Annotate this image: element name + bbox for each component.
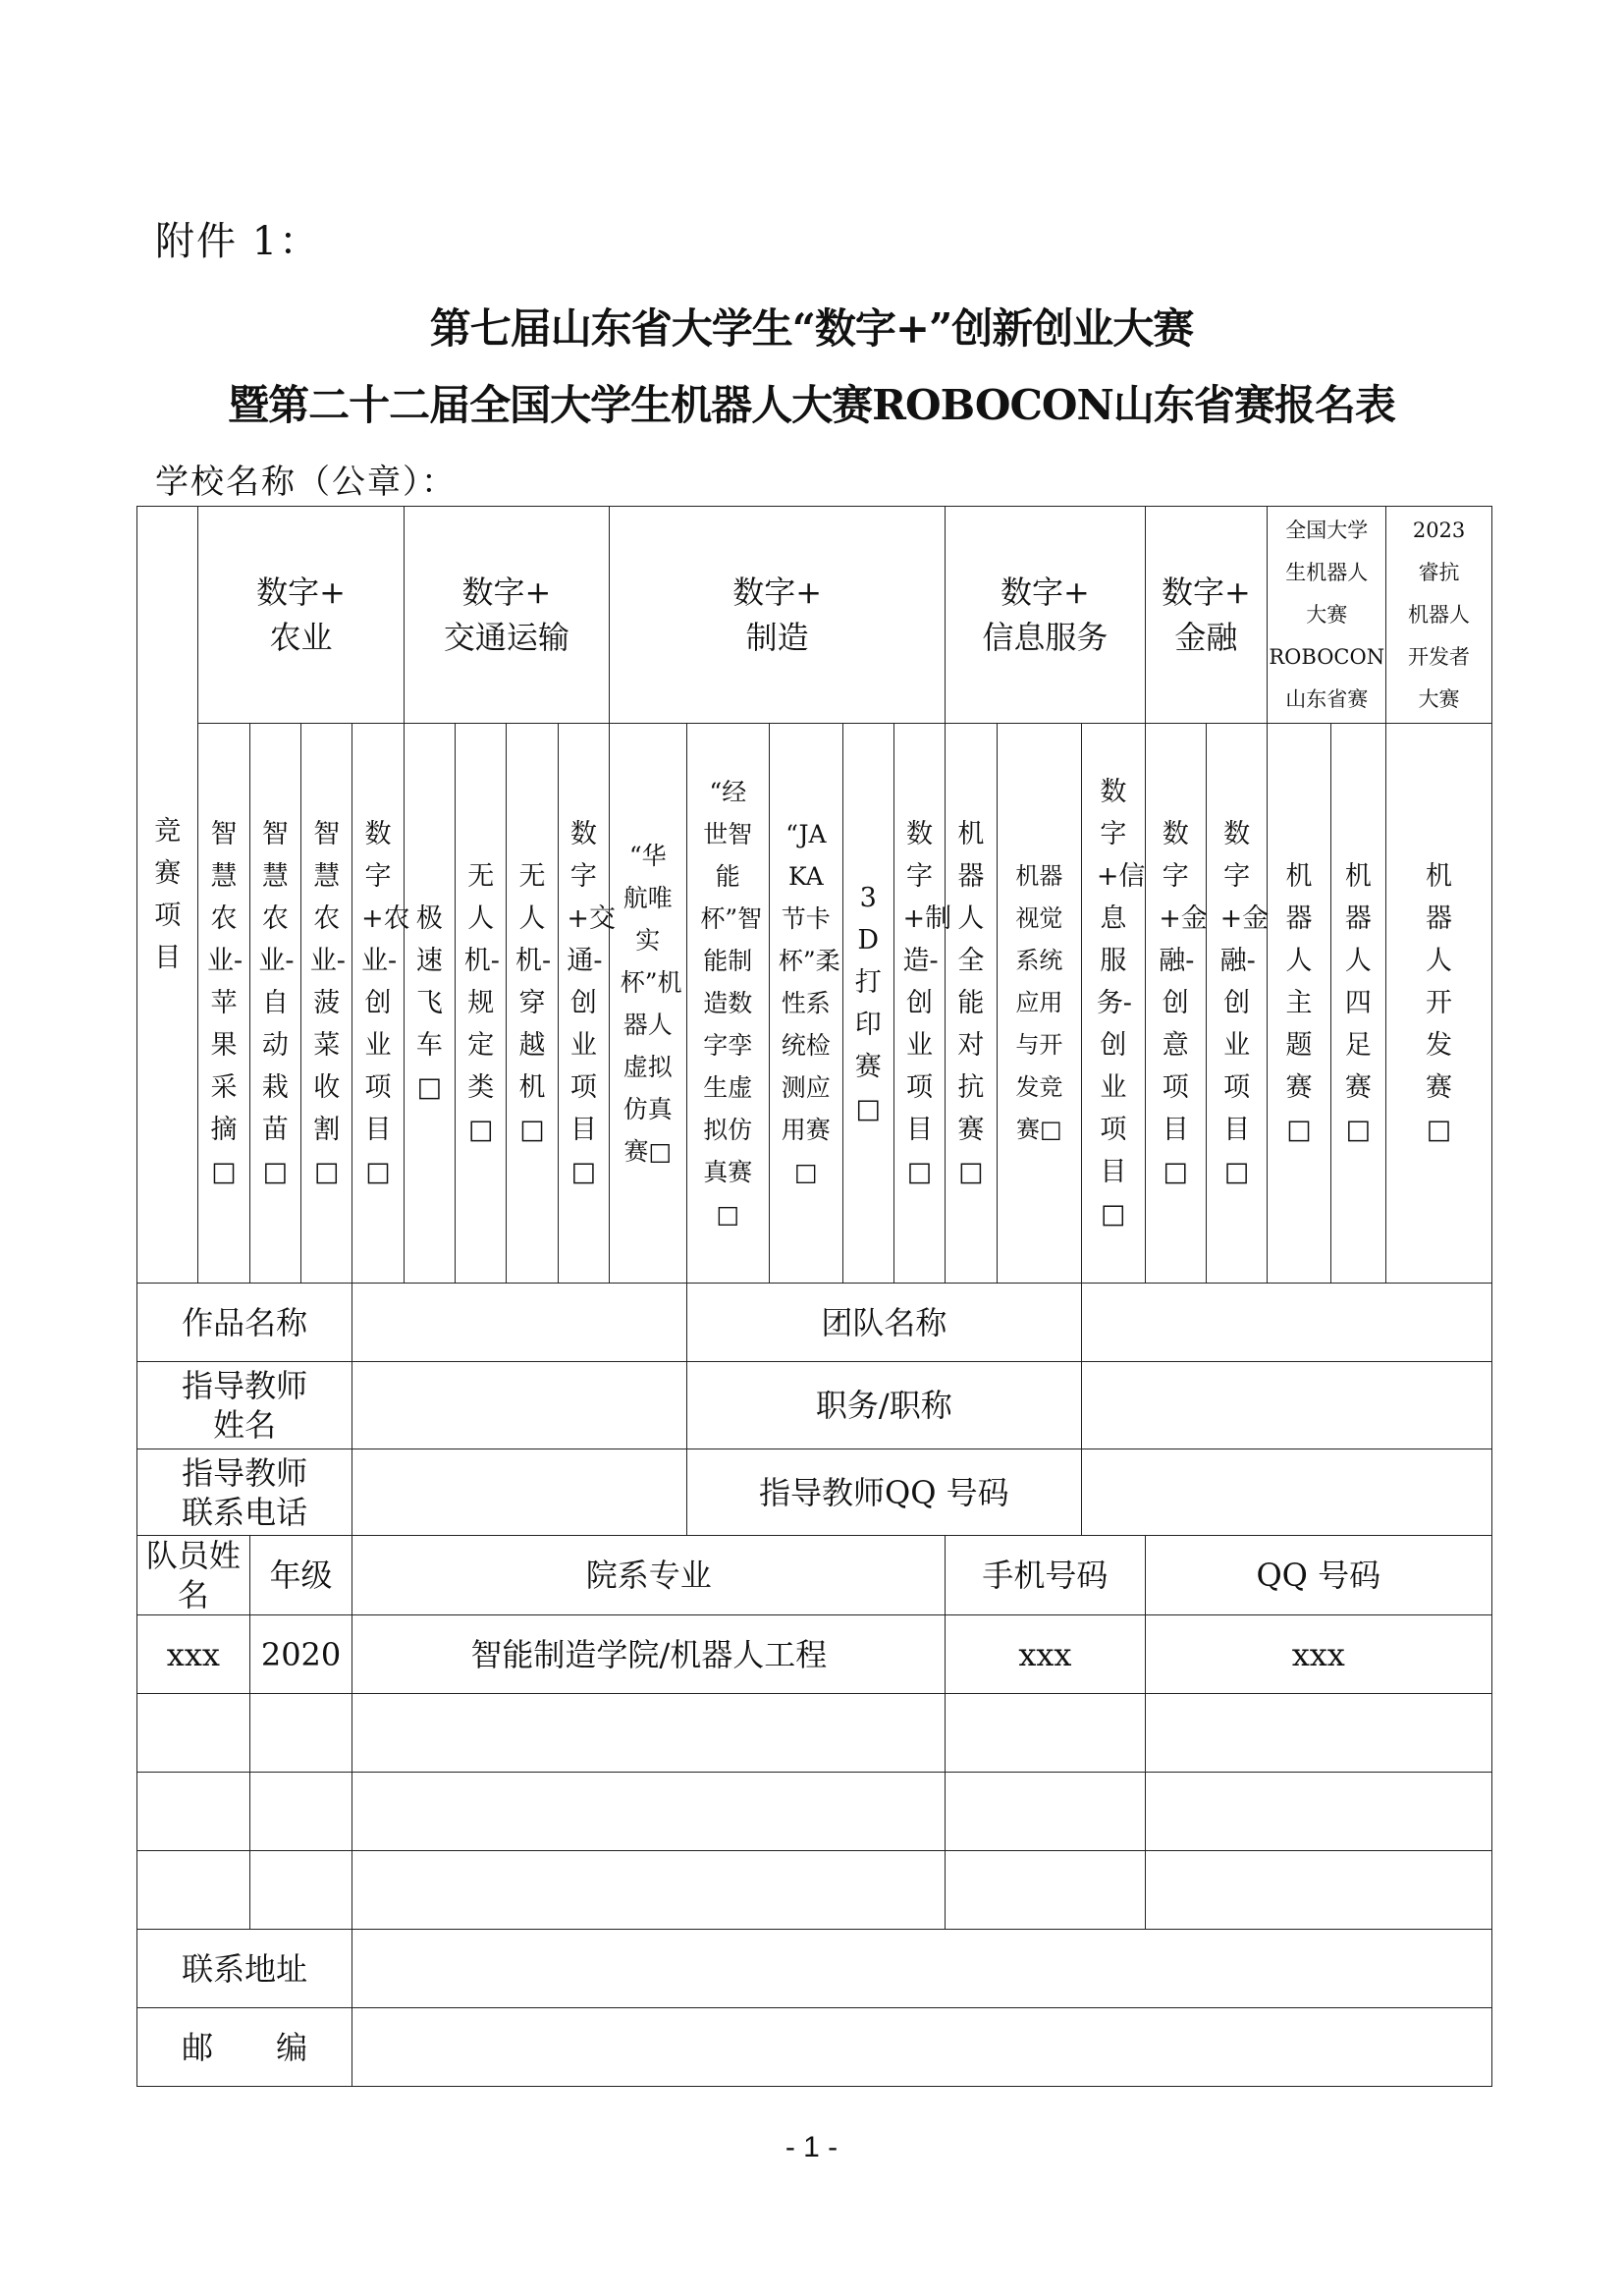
member-qq-cell[interactable] [1145,1773,1491,1851]
work-name-field[interactable] [352,1284,686,1362]
advisor-qq-label: 指导教师QQ 号码 [686,1449,1082,1536]
member-phone-header: 手机号码 [946,1536,1145,1615]
postcode-field[interactable] [352,2008,1492,2087]
member-phone-cell[interactable]: xxx [946,1615,1145,1694]
category-ruikang: 2023 睿抗 机器人 开发者 大赛 [1386,507,1492,724]
member-qq-cell[interactable] [1145,1694,1491,1773]
team-name-field[interactable] [1082,1284,1492,1362]
member-qq-cell[interactable] [1145,1851,1491,1930]
title-rank-label: 职务/职称 [686,1362,1082,1449]
member-phone-cell[interactable] [946,1851,1145,1930]
subitem-finance-idea[interactable]: 数字+金融-创意项目□ [1145,724,1206,1284]
address-field[interactable] [352,1930,1492,2008]
form-title-line2: 暨第二十二届全国大学生机器人大赛ROBOCON山东省赛报名表 [228,381,1395,429]
member-name-cell[interactable] [137,1851,250,1930]
advisor-qq-field[interactable] [1082,1449,1492,1536]
form-title-line1: 第七届山东省大学生“数字+”创新创业大赛 [429,304,1194,353]
registration-form-table [136,506,1492,2087]
category-transport: 数字+ 交通运输 [404,507,609,724]
subitem-drone-regular[interactable]: 无人机-规定类□ [456,724,507,1284]
postcode-label: 邮 编 [137,2008,352,2087]
competition-label-cell [137,507,198,1284]
member-major-cell[interactable] [352,1851,946,1930]
member-major-cell[interactable] [352,1694,946,1773]
subitem-finance-startup[interactable]: 数字+金融-创业项目□ [1206,724,1267,1284]
member-row [137,1851,1492,1930]
advisor-phone-field[interactable] [352,1449,686,1536]
subitem-apple-picking[interactable]: 智慧农业-苹果采摘□ [198,724,249,1284]
member-row [137,1694,1492,1773]
member-grade-cell[interactable] [249,1694,352,1773]
subitem-drone-fpv[interactable]: 无人机-穿越机□ [507,724,558,1284]
member-name-cell[interactable]: xxx [137,1615,250,1694]
work-name-label: 作品名称 [137,1284,352,1362]
subitem-robot-dev[interactable]: 机器人开发赛□ [1386,724,1492,1284]
competition-label: 竞赛项目 [154,816,182,973]
member-name-cell[interactable] [137,1773,250,1851]
member-name-header: 队员姓名 [137,1536,250,1615]
category-robocon: 全国大学 生机器人 大赛 ROBOCON 山东省赛 [1268,507,1386,724]
member-major-header: 院系专业 [352,1536,946,1615]
member-qq-header: QQ 号码 [1145,1536,1491,1615]
subitem-robot-combat[interactable]: 机器人全能对抗赛□ [946,724,997,1284]
member-grade-cell[interactable]: 2020 [249,1615,352,1694]
member-row [137,1773,1492,1851]
member-major-cell[interactable] [352,1773,946,1851]
category-manufacturing: 数字+ 制造 [610,507,946,724]
category-finance: 数字+ 金融 [1145,507,1268,724]
member-grade-header: 年级 [249,1536,352,1615]
address-label: 联系地址 [137,1930,352,2008]
subitem-auto-planting[interactable]: 智慧农业-自动栽苗□ [249,724,300,1284]
member-qq-cell[interactable]: xxx [1145,1615,1491,1694]
member-row [137,1615,1492,1694]
member-phone-cell[interactable] [946,1694,1145,1773]
subitem-jingshi-cup[interactable]: “经世智能杯”智能制造数字孪生虚拟仿真赛□ [686,724,770,1284]
title-rank-field[interactable] [1082,1362,1492,1449]
subitem-huahang-cup[interactable]: “华航唯实杯”机器人虚拟仿真赛□ [610,724,687,1284]
subitem-mfg-startup[interactable]: 数字+制造-创业项目□ [893,724,945,1284]
subitem-3d-printing[interactable]: 3D打印赛□ [842,724,893,1284]
school-name-label: 学校名称（公章）： [155,463,457,502]
subitem-agri-startup[interactable]: 数字+农业-创业项目□ [352,724,404,1284]
subitem-speed-car[interactable]: 极速飞车□ [404,724,455,1284]
team-name-label: 团队名称 [686,1284,1082,1362]
subitem-jaka-cup[interactable]: “JAKA节卡杯”柔性系统检测应用赛□ [770,724,842,1284]
subitem-info-startup[interactable]: 数字+信息服务-创业项目□ [1082,724,1145,1284]
subitem-robot-quadruped[interactable]: 机器人四足赛□ [1330,724,1385,1284]
member-grade-cell[interactable] [249,1773,352,1851]
subitem-transport-startup[interactable]: 数字+交通-创业项目□ [558,724,609,1284]
subitem-machine-vision[interactable]: 机器视觉系统应用与开发竞赛□ [997,724,1082,1284]
subitem-spinach-harvest[interactable]: 智慧农业-菠菜收割□ [301,724,352,1284]
member-major-cell[interactable]: 智能制造学院/机器人工程 [352,1615,946,1694]
advisor-name-label: 指导教师 姓名 [137,1362,352,1449]
member-name-cell[interactable] [137,1694,250,1773]
advisor-name-field[interactable] [352,1362,686,1449]
page-number: - 1 - [784,2131,839,2163]
subitem-robot-theme[interactable]: 机器人主题赛□ [1268,724,1330,1284]
member-phone-cell[interactable] [946,1773,1145,1851]
category-agriculture: 数字+ 农业 [198,507,404,724]
attachment-label: 附件 1： [155,219,321,264]
member-grade-cell[interactable] [249,1851,352,1930]
category-info-service: 数字+ 信息服务 [946,507,1145,724]
advisor-phone-label: 指导教师 联系电话 [137,1449,352,1536]
